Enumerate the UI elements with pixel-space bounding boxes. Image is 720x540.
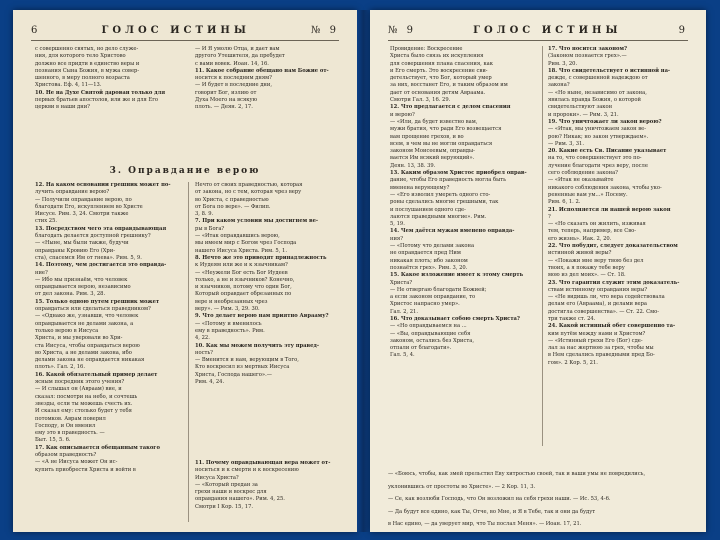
text-line: — «А не Иисуса может Он ис-: [35, 459, 118, 466]
text-line: рою? Никак; но закон утверждаем».: [548, 133, 649, 140]
text-line: 21. Исполняется ли нашей верою закон: [548, 206, 671, 213]
text-line: — Получили оправдание верою, по: [35, 196, 132, 203]
text-line: а если законом оправдание, то: [390, 294, 476, 301]
text-line: Кто воскресил из мертвых Иисуса: [195, 364, 290, 371]
text-line: — «Но сказать он жилить, изживая: [548, 221, 646, 228]
text-line: дежде, с совершенной надеждою от: [548, 75, 648, 82]
section-title: 3. Оправдание верою: [109, 166, 261, 176]
text-line: Смотри Гал. 3, 16. 29.: [390, 97, 451, 104]
right-column-2: [548, 46, 694, 367]
text-line: 18. Что свидетельствует о истинной на-: [548, 67, 671, 74]
text-line: его жизнь». Иак. 2, 20.: [548, 235, 612, 242]
text-line: за них, восстанет Его, и таким образом им: [390, 82, 508, 89]
text-line: Христа?: [390, 279, 413, 286]
header-rule: [388, 40, 688, 41]
journal-title: ГОЛОС ИСТИНЫ: [101, 24, 250, 36]
text-line: — «Итак не оказывайте: [548, 177, 614, 184]
text-line: — Ибо мы признаём, что человек: [35, 276, 128, 283]
text-line: три также ст. 24.: [548, 315, 596, 322]
text-line: вается Им всякий верующий».: [390, 155, 475, 162]
text-line: плоть. — Деян. 2, 17.: [195, 104, 253, 111]
text-line: носиться и к смерти и к воскресению: [195, 467, 299, 474]
text-line: плоть». Гал. 2, 16.: [35, 364, 86, 371]
text-line: — «Не видишь ли, что вера содействовала: [548, 294, 665, 301]
text-line: для совершения плана спасения, как: [390, 60, 494, 67]
text-line: и пророки». — Рим. 3, 21.: [548, 111, 619, 118]
text-line: и Его смерть. Это воскресение сви-: [390, 67, 488, 74]
text-line: грехи наши и воскрес для: [195, 489, 267, 496]
left-column-1: [35, 182, 181, 474]
text-line: явилась правда Божия, о которой: [548, 97, 641, 104]
text-line: в Нас едино, — да уверует мир, что Ты послал Меня». — Иоан. 17, 21.: [388, 521, 582, 528]
left-top-column-2: [195, 46, 341, 112]
text-line: ния, для которого тело Христово: [35, 53, 126, 60]
text-line: от закона, но с тем, которая чрез веру: [195, 189, 302, 196]
text-line: делам его (Авраама), и делами вера: [548, 301, 648, 308]
text-line: сказал: посмотри на небо, и сочтешь: [35, 393, 138, 400]
text-line: 17. Что носится законом?: [548, 46, 628, 52]
text-line: благодать делается доступной грешнику?: [35, 233, 151, 240]
text-line: законом, остались без Христа,: [390, 337, 474, 344]
text-line: только, а не и язычников? Конечно,: [195, 276, 295, 283]
text-line: Христа, Господа нашего».—: [195, 371, 272, 378]
text-line: вам прощение грехов, и во: [390, 133, 464, 140]
text-line: достигла совершенства». — Ст. 22. Смо-: [548, 308, 660, 315]
text-line: Господу, и Он вменил: [35, 422, 96, 429]
right-page-footer: [388, 466, 688, 532]
text-line: лаются праведными многие». Рим.: [390, 213, 487, 220]
text-line: И сказал ему: столько будет у тебя: [35, 408, 132, 415]
text-line: первых братьев апостолов, или же и для Его: [35, 97, 159, 104]
text-line: оправдания нашего». Рим. 4, 25.: [195, 496, 285, 503]
left-page: [13, 10, 357, 532]
text-line: ность?: [195, 349, 213, 356]
text-line: ста), спасемся Им от гнева». Рим. 5, 9.: [35, 254, 142, 261]
text-line: — «Покажи мне веру твою без дел: [548, 257, 644, 264]
text-line: вменена верующему?: [390, 184, 450, 191]
text-line: дание, чтобы Его праведность могла быть: [390, 177, 506, 184]
text-line: 9. Что делает верою нам приятно Аврааму?: [195, 313, 329, 320]
text-line: 22. Что побудит, следует доказательством: [548, 243, 678, 250]
text-line: Деян. 13, 38. 39.: [390, 162, 436, 169]
text-line: всем, в чем вы не могли оправдаться: [390, 140, 493, 147]
text-line: говорит Бог, излию от: [195, 89, 257, 96]
text-line: — И Я умолю Отца, и дает вам: [195, 46, 280, 52]
text-line: — «Который предан за: [195, 481, 258, 488]
text-line: ясным посредник этого учения?: [35, 379, 125, 386]
text-line: закона?: [548, 82, 570, 89]
text-line: не оправдается пред Ним: [390, 250, 461, 257]
text-line: познания Сына Божия, в мужа совер-: [35, 67, 140, 74]
text-line: 19. Что уничтожает ли закон верою?: [548, 118, 662, 125]
text-line: на то, что совершенствует это по-: [548, 155, 642, 162]
text-line: купить приобрести Христа и войти в: [35, 466, 136, 473]
text-line: от дел закона. Рим. 3, 28.: [35, 291, 106, 298]
text-line: 16. Какой обязательный пример делает: [35, 371, 158, 378]
text-line: только верою в Иисуса: [35, 327, 99, 334]
text-line: 10. Как мы можем получить эту правед-: [195, 342, 320, 349]
text-line: Христова. Еф. 4, 11—13.: [35, 82, 102, 89]
text-line: — И слышал он (Авраам) вие, и: [35, 386, 122, 393]
text-line: мы имеем мир с Богом чрез Господа: [195, 240, 297, 247]
text-line: 20. Какие есть Св. Писание указывает: [548, 148, 667, 155]
text-line: ему в праведность». Рим.: [195, 327, 265, 334]
text-line: веру». — Рим. 3, 29. 30.: [195, 306, 260, 313]
text-line: носится к последним дням?: [195, 75, 272, 82]
text-line: 23. Что гарантия служит этим доказатель-: [548, 279, 680, 286]
text-line: Рим. 4, 24.: [195, 379, 225, 386]
text-line: ние?: [35, 269, 48, 276]
text-line: ким путём между нами и Христом?: [548, 330, 646, 337]
text-line: 17. Как описывается обещанным такого: [35, 444, 160, 451]
text-line: в Нем сделались праведными пред Бо-: [548, 352, 655, 359]
text-line: 15. Только одною путем грешник может: [35, 298, 160, 305]
page-number: 9: [678, 24, 688, 36]
right-column-1: [390, 46, 536, 360]
text-line: Смотри I Кор. 15, 17.: [195, 503, 254, 510]
text-line: стих 25.: [35, 218, 58, 225]
text-line: познаётся грех». Рим. 3, 20.: [390, 264, 468, 271]
text-line: роны сделались многие грешными, так: [390, 199, 499, 206]
text-line: и послушанием одного сде-: [390, 206, 466, 213]
text-line: благодати Его, искуплением во Христе: [35, 203, 143, 210]
text-line: дает от основания детям Авраама.: [390, 89, 486, 96]
text-line: ему это в праведность. —: [35, 430, 105, 437]
text-line: Быт. 15, 5. 6.: [35, 437, 71, 444]
text-line: — Се, как возлюби Господь, что Он возложил на себя грехи наши. — Ис. 53, 4-6.: [388, 496, 611, 503]
text-line: лучение благодати чрез веру, после: [548, 162, 648, 169]
text-line: во Христа, а не делами закона, ибо: [35, 349, 132, 356]
text-line: — «Потому и вменилось: [195, 320, 262, 327]
text-line: 13. Каким образом Христос приобрел оправ-: [390, 170, 527, 177]
text-line: лал за нас жертвою за грех, чтобы мы: [548, 345, 654, 352]
text-line: от Бога по вере». — Филип.: [195, 203, 271, 210]
text-line: 8. Нечто же это приводят принадлежность: [195, 254, 327, 261]
text-line: оправдывается не делами закона, а: [35, 320, 134, 327]
left-column-2: [195, 182, 341, 386]
text-line: Нечто от своих праведностью, которая: [195, 182, 303, 188]
left-page-header: [31, 22, 339, 38]
text-line: церкви в наши дни?: [35, 104, 90, 111]
right-page-header: [388, 22, 688, 38]
page-number: 6: [31, 24, 41, 36]
text-line: сего соблюдение закона?: [548, 170, 618, 177]
text-line: к Иудеям или же и к язычникам?: [195, 262, 288, 269]
text-line: оправдаться или сделаться праведником?: [35, 306, 151, 313]
text-line: должно все придти в единство веры и: [35, 60, 140, 67]
book-binding: [357, 10, 370, 532]
text-line: 7. При каком условии мы достигнем ве-: [195, 218, 319, 225]
text-line: тем, теперь, например, все Сво-: [548, 228, 637, 235]
text-line: с вами вовек. Иоан. 14, 16.: [195, 60, 269, 67]
column-divider: [542, 46, 543, 446]
text-line: Христа было связь их искупления: [390, 53, 484, 60]
issue-number: № 9: [310, 24, 339, 36]
text-line: Христа, и мы уверовали во Хри-: [35, 335, 123, 342]
text-line: 12. На каком основании грешник может по-: [35, 182, 171, 188]
text-line: 16. Что доказывает собою смерть Христа?: [390, 315, 520, 322]
text-line: 4, 22.: [195, 335, 210, 342]
text-line: ствам истинному оправдания веры?: [548, 286, 648, 293]
text-line: — Не отвергаю благодати Божией;: [390, 286, 487, 293]
text-line: нашего Иисуса Христа. Рим. 5, 1.: [195, 247, 287, 254]
text-line: твоих, а я покажу тебе веру: [548, 264, 625, 271]
text-line: — «Потому что делами закона: [390, 243, 475, 250]
text-line: Духа Моего на всякую: [195, 97, 258, 104]
text-line: мою из дел моих». — Ст. 18.: [548, 272, 626, 279]
text-line: Который оправдает обрезанных по: [195, 291, 292, 298]
text-line: — «Или, да будет известно вам,: [390, 118, 478, 125]
text-line: оправданы Кровию Его (Хри-: [35, 247, 115, 254]
text-line: 10. Не на Духе Святой дарован только для: [35, 89, 166, 96]
text-line: законом Моисеевым, оправды-: [390, 148, 475, 155]
issue-number: № 9: [388, 24, 417, 36]
text-line: Рим. 3, 20.: [548, 60, 578, 67]
text-line: рененные вам ум...» Посему.: [548, 191, 628, 198]
text-line: Гал. 5, 4.: [390, 352, 415, 359]
text-line: отпали от благодати».: [390, 345, 452, 352]
text-line: делами закона не оправдается никакая: [35, 357, 145, 364]
text-line: и язычников, потому что один Бог,: [195, 284, 292, 291]
text-line: — Да будут все едино, как Ты, Отче, во Мне, и Я в Тебе, так и они да будут: [388, 508, 596, 515]
text-line: 11. Какое собрание обещано нам Божие от-: [195, 67, 329, 74]
text-line: уклонившись от простоты во Христе». — 2 Кор. 11, 3.: [388, 483, 536, 490]
text-line: Гал. 2, 21.: [390, 308, 418, 315]
text-line: — «Однако же, узнавши, что человек: [35, 313, 139, 320]
text-line: 14. Поэтому, чем достигается это оправда-: [35, 262, 167, 269]
text-line: Иисуса Христа?: [195, 474, 239, 481]
text-line: 11. Почему оправдывающая вера может от-: [195, 460, 331, 466]
text-line: Провидение: Воскресение: [390, 46, 463, 52]
text-line: Иисусе. Рим. 3, 24. Смотри также: [35, 211, 129, 218]
text-line: — «Ныне, мы были также, будучи: [35, 240, 129, 247]
text-line: — «Вы, оправдывающие себя: [390, 330, 471, 337]
text-line: образом праведность?: [35, 451, 97, 458]
right-page: [370, 10, 706, 532]
text-line: — «Но ныне, независимо от закона,: [548, 89, 647, 96]
text-line: 3, 8. 9.: [195, 211, 214, 218]
left-column-2-bottom: [195, 460, 341, 511]
text-line: 12. Что предлагается с делом спасения: [390, 104, 511, 111]
text-line: и верою?: [390, 111, 415, 118]
text-line: — «Неужели Бог есть Бог Иудеев: [195, 269, 288, 276]
text-line: никакая плоть; ибо законом: [390, 257, 468, 264]
text-line: — «Боюсь, чтобы, как змей прельстил Еву хитростью своей, так и ваши умы не повредились,: [388, 471, 646, 478]
text-line: свидетельствуют закон: [548, 104, 613, 111]
text-line: 24. Какой истинный обет совершенно та-: [548, 323, 676, 330]
text-line: гом». 2 Кор. 5, 21.: [548, 359, 598, 366]
text-line: лучить оправдание верою?: [35, 189, 110, 196]
text-line: — Вменится и нам, верующим в Того,: [195, 357, 299, 364]
text-line: ния?: [390, 235, 403, 242]
text-line: звезды, если ты можешь счесть их.: [35, 400, 133, 407]
text-line: потомков. Аврам поверил: [35, 415, 106, 422]
text-line: — «Итак оправдавшись верою,: [195, 233, 280, 240]
text-line: детельствует, что Бог, который умер: [390, 75, 492, 82]
text-line: 15. Какое изложение имеет к этому смерть: [390, 272, 524, 279]
column-divider: [188, 182, 189, 522]
text-line: — «Истинный грехи Его (Бог) сде-: [548, 337, 643, 344]
left-top-column-1: [35, 46, 181, 112]
text-line: — И будет в последние дни,: [195, 82, 272, 89]
text-line: — «Итак, мы уничтожаем закон ве-: [548, 126, 646, 133]
text-line: Христос напрасно умер».: [390, 301, 460, 308]
text-line: ста Иисуса, чтобы оправдаться верою: [35, 342, 140, 349]
text-line: 13. Посредством чего эта оправдывающая: [35, 225, 167, 232]
text-line: истинной живой веры?: [548, 250, 612, 257]
text-line: мужи братия, что ради Его возвещается: [390, 126, 502, 133]
text-line: с совершенно святых, но дело служе-: [35, 46, 139, 52]
text-line: оправдывается верою, независимо: [35, 284, 131, 291]
text-line: — «Его изволил умереть одного сто-: [390, 191, 491, 198]
text-line: — Рим. 3, 31.: [548, 140, 584, 147]
journal-title: ГОЛОС ИСТИНЫ: [473, 24, 622, 36]
text-line: во Христа, с праведностью: [195, 196, 269, 203]
text-line: вере и необрезанных чрез: [195, 298, 268, 305]
text-line: шенного, в меру полного возраста: [35, 75, 130, 82]
text-line: — «Но оправдываемся на ...: [390, 323, 467, 330]
text-line: (Законом познается грех».—: [548, 53, 627, 60]
text-line: 14. Чем даётся мужам вменено оправда-: [390, 228, 515, 235]
text-line: никакого соблюдения закона, чтобы уко-: [548, 184, 662, 191]
text-line: Рим. 6, 1. 2.: [548, 199, 581, 206]
text-line: другого Утешителя, да пребудет: [195, 53, 285, 60]
header-rule: [31, 40, 339, 41]
text-line: ры в Бога?: [195, 225, 225, 232]
text-line: ?: [548, 213, 551, 220]
text-line: 5, 19.: [390, 221, 405, 228]
